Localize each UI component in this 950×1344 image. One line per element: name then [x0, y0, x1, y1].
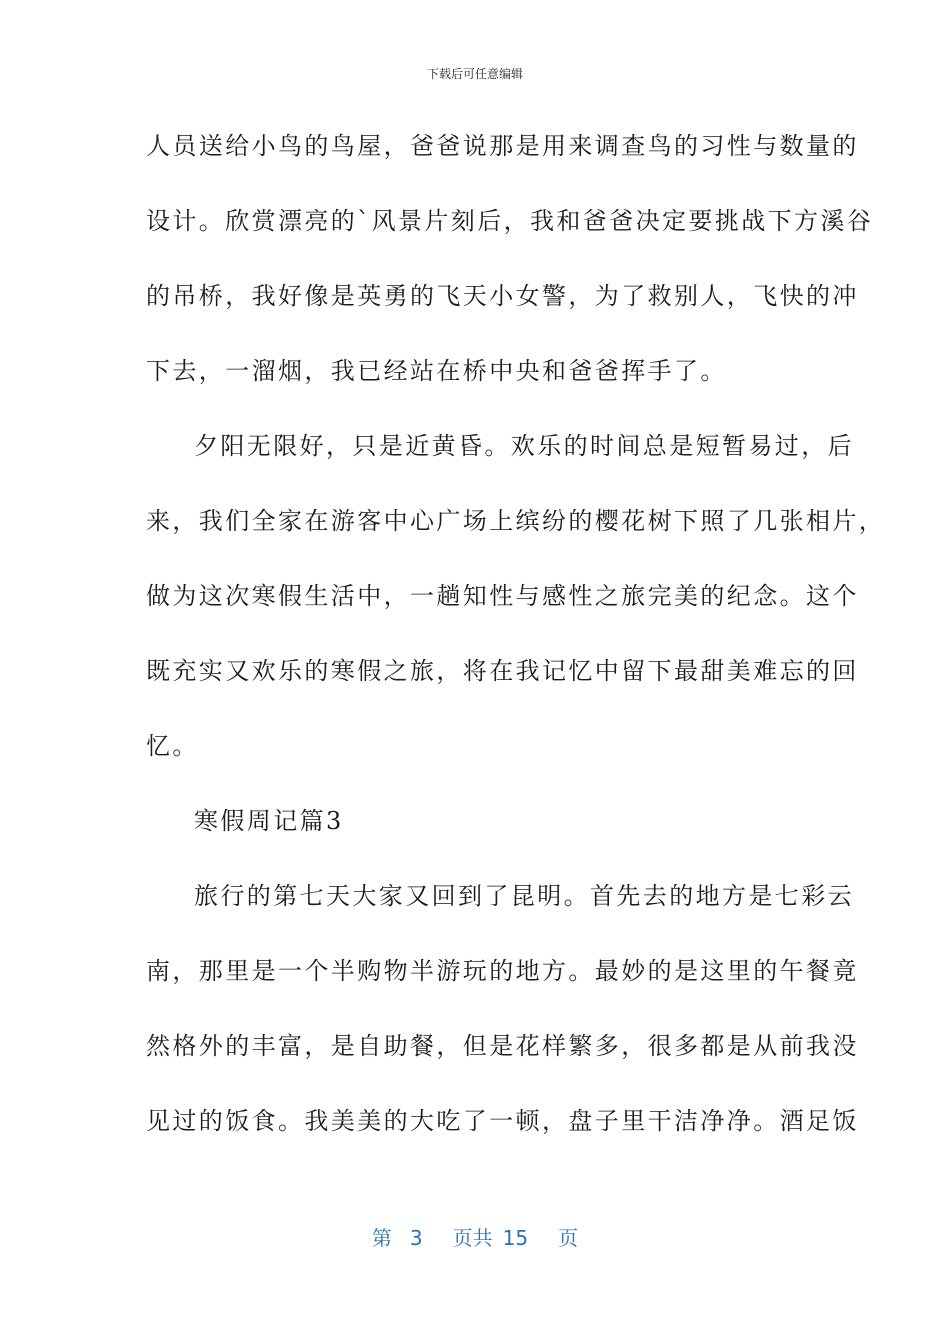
- footer-middle: 页共: [452, 1226, 493, 1250]
- text-line: 设计。欣赏漂亮的`风景片刻后，我和爸爸决定要挑战下方溪谷: [146, 207, 874, 235]
- text-line: 旅行的第七天大家又回到了昆明。首先去的地方是七彩云: [194, 882, 854, 910]
- text-line: 既充实又欢乐的寒假之旅，将在我记忆中留下最甜美难忘的回: [146, 657, 859, 685]
- current-page-number: 3: [409, 1226, 423, 1250]
- footer-prefix: 第: [371, 1226, 392, 1250]
- text-line: 南，那里是一个半购物半游玩的地方。最妙的是这里的午餐竟: [146, 957, 859, 985]
- text-line: 做为这次寒假生活中，一趟知性与感性之旅完美的纪念。这个: [146, 582, 859, 610]
- text-line: 下去，一溜烟，我已经站在桥中央和爸爸挥手了。: [146, 357, 727, 385]
- text-line: 然格外的丰富，是自助餐，但是花样繁多，很多都是从前我没: [146, 1032, 859, 1060]
- text-line: 人员送给小鸟的鸟屋，爸爸说那是用来调查鸟的习性与数量的: [146, 132, 859, 160]
- document-body: [146, 118, 886, 1168]
- section-heading: 寒假周记篇3: [194, 807, 344, 835]
- text-line: 见过的饭食。我美美的大吃了一顿，盘子里干洁净净。酒足饭: [146, 1107, 859, 1135]
- page-header-note: 下载后可任意编辑: [426, 67, 523, 81]
- text-line: 忆。: [146, 732, 199, 760]
- text-line: 来，我们全家在游客中心广场上缤纷的樱花树下照了几张相片，: [146, 507, 886, 535]
- total-pages-number: 15: [502, 1226, 529, 1250]
- footer-suffix: 页: [558, 1226, 579, 1250]
- text-line: 夕阳无限好，只是近黄昏。欢乐的时间总是短暂易过，后: [194, 432, 854, 460]
- text-line: 的吊桥，我好像是英勇的飞天小女警，为了救别人，飞快的冲: [146, 282, 859, 310]
- page-footer: [0, 1224, 950, 1252]
